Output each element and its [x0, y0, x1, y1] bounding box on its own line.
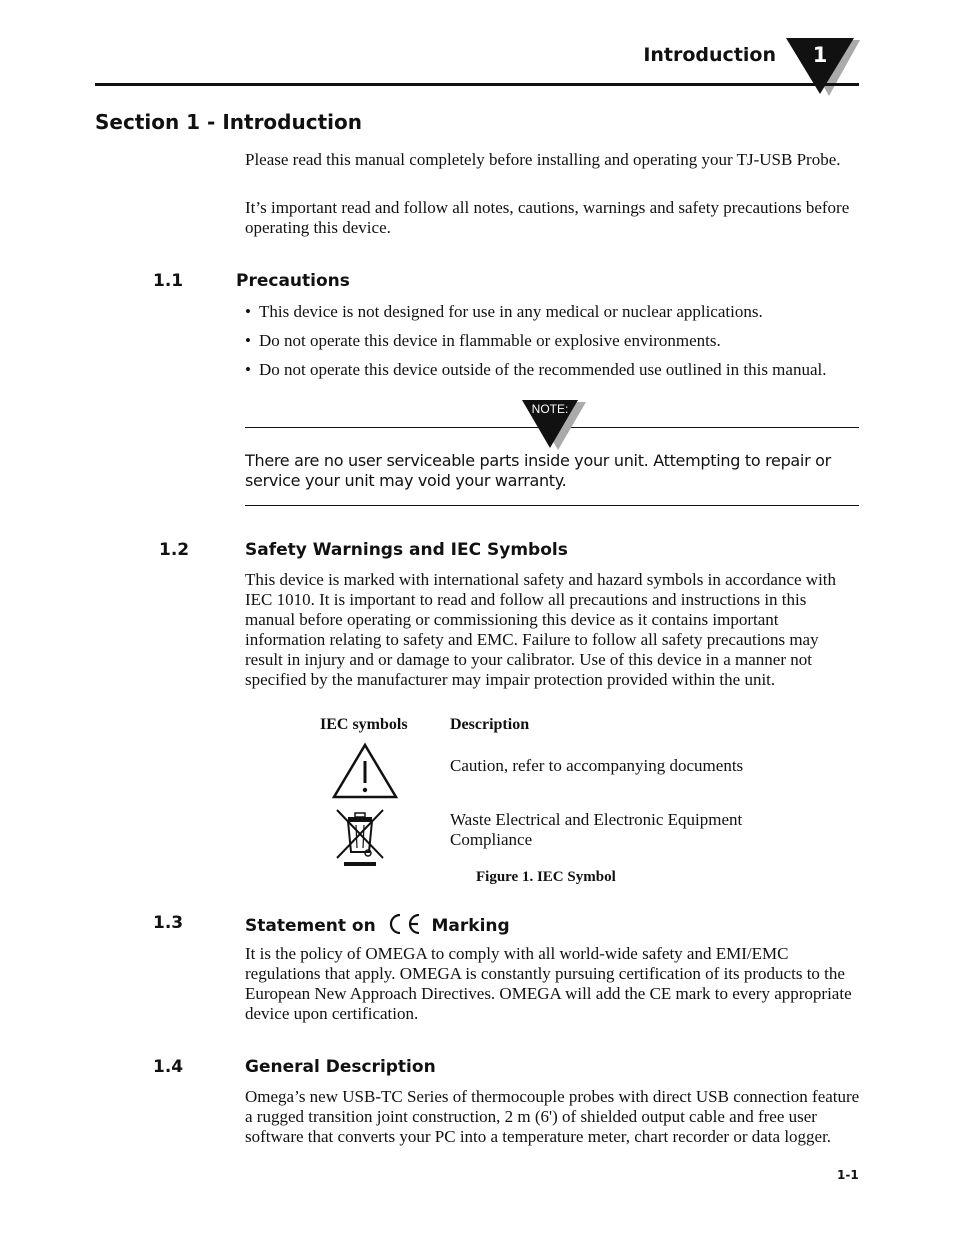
table-header-symbols: IEC symbols — [320, 716, 408, 733]
note-bottom-rule — [245, 505, 859, 506]
heading-ce-statement: Statement on Marking — [245, 913, 510, 936]
general-paragraph: Omega’s new USB-TC Series of thermocouple probes with direct USB connection feature a rugged transition joint construction, 2 m (6') of shielded output cable and free user software that converts your PC into a temperature meter, chart recorder or data logger. — [245, 1087, 860, 1146]
ce-paragraph: It is the policy of OMEGA to comply with all world-wide safety and EMI/EMC regulations that apply. OMEGA is constantly pursuing certification of its products to the European New Approach Directives. OMEGA will add the CE mark to every appropriate device upon certification. — [245, 944, 852, 1023]
crossed-out-bin-icon — [334, 806, 386, 868]
precaution-bullet: • Do not operate this device in flammable or explosive environments. — [245, 331, 721, 350]
header-rule — [95, 83, 859, 86]
heading-number-1-2: 1.2 — [159, 540, 190, 560]
heading-number-1-4: 1.4 — [153, 1057, 184, 1077]
heading-number-1-1: 1.1 — [153, 271, 184, 291]
heading-number-1-3: 1.3 — [153, 913, 184, 933]
intro-paragraph-1: Please read this manual completely before installing and operating your TJ-USB Probe. — [245, 150, 841, 169]
note-label: NOTE: — [531, 402, 569, 416]
intro-paragraph-2: It’s important read and follow all notes, cautions, warnings and safety precautions before operating this device. — [245, 198, 850, 237]
chapter-number: 1 — [812, 43, 828, 67]
figure-caption: Figure 1. IEC Symbol — [476, 869, 616, 885]
safety-paragraph: This device is marked with international safety and hazard symbols in accordance with IEC 1010. It is important to read and follow all precautions and instructions in this manual before operating or commissioning this device as it contains important information relating to safety and EMC. Failure to follow all safety precautions may result in injury and or damage to your calibrator. Use of this device in a manner not specified by the manufacturer may impair protection provided within the unit. — [245, 570, 837, 689]
caution-triangle-icon — [330, 741, 400, 801]
precaution-bullet: • Do not operate this device outside of the recommended use outlined in this manual. — [245, 360, 827, 379]
running-header-title: Introduction — [643, 44, 776, 66]
table-header-description: Description — [450, 716, 530, 733]
weee-description: Waste Electrical and Electronic Equipment Compliance — [450, 810, 743, 849]
caution-description: Caution, refer to accompanying documents — [450, 756, 744, 775]
heading-general-description: General Description — [245, 1057, 436, 1077]
chapter-tab-icon — [784, 36, 864, 100]
precaution-bullet: • This device is not designed for use in any medical or nuclear applications. — [245, 302, 763, 321]
page-number: 1-1 — [837, 1168, 859, 1182]
ce-mark-icon — [385, 913, 423, 935]
heading-precautions: Precautions — [236, 271, 350, 291]
note-text: There are no user serviceable parts inside your unit. Attempting to repair or service your unit may void your warranty. — [245, 451, 831, 490]
heading-safety-warnings: Safety Warnings and IEC Symbols — [245, 540, 568, 560]
section-title: Section 1 - Introduction — [95, 110, 362, 134]
note-icon — [520, 400, 590, 454]
